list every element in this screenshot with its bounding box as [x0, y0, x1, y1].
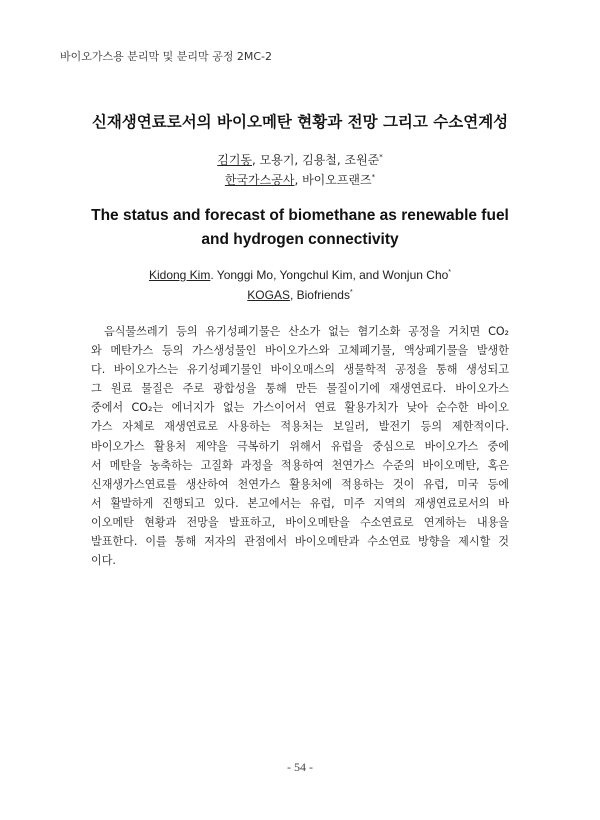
english-affiliation	[0, 288, 600, 302]
english-authors	[0, 268, 600, 282]
abstract-line: 서 활발하게 진행되고 있다. 본고에서는 유럽, 미주 지역의 재생연료로서의 바	[91, 496, 509, 510]
abstract-line: 가스 자체로 재생연료로 사용하는 적용처는 보일러, 발전기 등의 제한적이다.	[91, 420, 509, 434]
abstract-line: 이다.	[91, 554, 116, 568]
korean-authors	[0, 151, 600, 168]
abstract-line: 그 원료 물질은 주로 광합성을 통해 만든 물질이기에 재생연료다. 바이오가스	[91, 382, 509, 396]
abstract-line: 서 메탄을 농축하는 고질화 과정을 적용하여 천연가스 수준의 바이오메탄, 혹은	[91, 458, 509, 472]
korean-affil-mark: *	[371, 173, 376, 181]
abstract-line: 와 메탄가스 등의 가스생성물인 바이오가스와 고체폐기물, 액상폐기물을 발생한	[91, 344, 509, 358]
abstract-line: 바이오가스 활용처 제약을 극복하기 위해서 유럽을 중심으로 바이오가스 중에	[91, 439, 509, 453]
korean-presenter: 김기동	[217, 153, 253, 167]
korean-title: 신재생연료로서의 바이오메탄 현황과 전망 그리고 수소연계성	[91, 113, 509, 131]
session-header: 바이오가스용 분리막 및 분리막 공정 2MC-2	[60, 50, 273, 63]
abstract-line: 신재생가스연료를 생산하여 천연가스 활용처에 적용하는 것이 유럽, 미국 등에	[91, 477, 509, 491]
abstract-body	[91, 322, 509, 570]
korean-affil-primary: 한국가스공사	[224, 173, 295, 187]
english-title	[0, 204, 600, 252]
abstract-line: 이오메탄 현황과 전망을 발표하고, 바이오메탄을 수소연료로 연계하는 내용을	[91, 515, 509, 529]
korean-other-authors: , 모용기, 김용철, 조원준	[252, 153, 380, 167]
abstract-line: 음식물쓰레기 등의 유기성폐기물은 산소가 없는 혐기소화 공정을 거치면 CO₂	[104, 325, 509, 338]
english-affil-rest: , Biofriends	[289, 288, 350, 302]
page-number: - 54 -	[287, 760, 313, 774]
korean-corresponding-mark: *	[379, 153, 383, 161]
english-presenter: Kidong Kim	[148, 268, 211, 282]
english-affil-mark: *	[349, 289, 353, 296]
english-title-line-1: The status and forecast of biomethane as renewable fuel	[91, 207, 509, 224]
english-title-line-2: and hydrogen connectivity	[201, 231, 399, 248]
abstract-line: 발표한다. 이를 통해 저자의 관점에서 바이오메탄과 수소연료 방향을 제시할 것	[91, 535, 509, 549]
abstract-line: 다. 바이오가스는 유기성폐기물인 바이오매스의 생물학적 공정을 통해 생성되고	[91, 363, 509, 377]
english-corresponding-mark: *	[448, 269, 452, 276]
english-affil-primary: KOGAS	[247, 288, 290, 302]
korean-affil-rest: , 바이오프랜즈	[294, 173, 372, 187]
english-other-authors: . Yonggi Mo, Yongchul Kim, and Wonjun Cho	[210, 268, 449, 282]
abstract-line: 중에서 CO₂는 에너지가 없는 가스이어서 연료 활용가치가 낮아 순수한 바이오	[91, 401, 509, 415]
korean-affiliation	[0, 171, 600, 188]
